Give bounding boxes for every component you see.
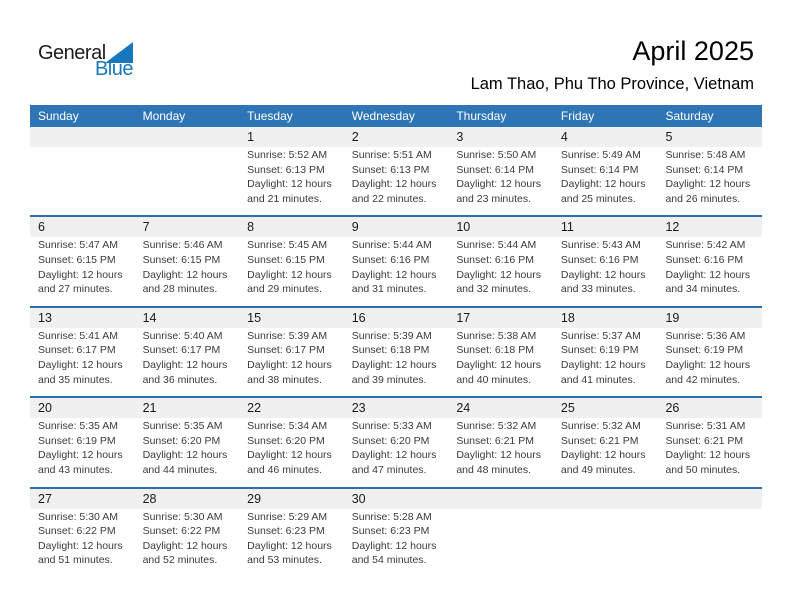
- daylight-text: Daylight: 12 hours and 47 minutes.: [351, 449, 437, 476]
- daylight-text: Daylight: 12 hours and 43 minutes.: [38, 449, 123, 476]
- day-number-6: 6: [38, 220, 45, 235]
- daylight-text: Daylight: 12 hours and 32 minutes.: [456, 268, 541, 296]
- sunrise-text: Sunrise: 5:44 AM: [456, 239, 537, 252]
- day-cell-19: [657, 328, 762, 396]
- sunrise-text: Sunrise: 5:52 AM: [247, 149, 328, 161]
- day-number-14: 14: [142, 310, 157, 325]
- day-cell-26: [657, 418, 762, 486]
- general-blue-logo: [38, 42, 134, 80]
- sunset-text: Sunset: 6:21 PM: [560, 434, 639, 447]
- day-cell-25: [553, 418, 658, 486]
- day-cell-17: [448, 328, 553, 396]
- day-cell-30: [344, 509, 449, 577]
- day-number-30: 30: [351, 491, 366, 506]
- day-number-8: 8: [247, 220, 255, 235]
- sunrise-text: Sunrise: 5:30 AM: [38, 510, 118, 523]
- daylight-text: Daylight: 12 hours and 42 minutes.: [665, 358, 751, 386]
- sunrise-text: Sunrise: 5:33 AM: [351, 420, 432, 433]
- day-cell-2: [344, 147, 449, 215]
- daylight-text: Daylight: 12 hours and 26 minutes.: [665, 178, 751, 205]
- sunset-text: Sunset: 6:15 PM: [247, 253, 325, 266]
- day-cell-4: [553, 147, 658, 215]
- sunrise-text: Sunrise: 5:41 AM: [38, 329, 118, 342]
- sunset-text: Sunset: 6:20 PM: [247, 434, 325, 447]
- daylight-text: Daylight: 12 hours and 22 minutes.: [351, 178, 437, 205]
- day-cell-10: [448, 237, 553, 305]
- day-cell-11: [553, 237, 658, 305]
- daylight-text: Daylight: 12 hours and 35 minutes.: [38, 358, 123, 386]
- day-number-16: 16: [351, 310, 366, 325]
- empty-day-cell: [553, 509, 658, 577]
- sunrise-text: Sunrise: 5:36 AM: [665, 329, 746, 342]
- weekday-header-tuesday: Tuesday: [247, 109, 293, 123]
- sunset-text: Sunset: 6:19 PM: [560, 344, 639, 357]
- daylight-text: Daylight: 12 hours and 46 minutes.: [247, 449, 332, 476]
- sunset-text: Sunset: 6:17 PM: [247, 344, 325, 357]
- day-number-2: 2: [351, 130, 359, 144]
- logo-text-general: General: [38, 42, 106, 64]
- sunset-text: Sunset: 6:21 PM: [456, 434, 534, 447]
- day-number-4: 4: [560, 130, 568, 144]
- day-number-26: 26: [665, 401, 680, 416]
- weekday-header-monday: Monday: [142, 109, 186, 123]
- day-details-row: [30, 237, 762, 305]
- weekday-header-thursday: Thursday: [456, 109, 507, 123]
- daylight-text: Daylight: 12 hours and 28 minutes.: [142, 268, 228, 296]
- empty-day-number: [553, 489, 658, 509]
- week-row-2: [30, 215, 762, 305]
- sunset-text: Sunset: 6:16 PM: [560, 253, 639, 266]
- daylight-text: Daylight: 12 hours and 33 minutes.: [560, 268, 646, 296]
- day-cell-12: [657, 237, 762, 305]
- sunrise-text: Sunrise: 5:49 AM: [560, 149, 641, 161]
- daylight-text: Daylight: 12 hours and 44 minutes.: [142, 449, 228, 476]
- sunset-text: Sunset: 6:21 PM: [665, 434, 744, 447]
- sunrise-text: Sunrise: 5:44 AM: [351, 239, 432, 252]
- day-number-19: 19: [665, 310, 680, 325]
- day-number-25: 25: [560, 401, 575, 416]
- day-number-12: 12: [665, 220, 680, 235]
- week-row-3: [30, 306, 762, 396]
- day-number-27: 27: [38, 491, 52, 506]
- day-number-1: 1: [247, 130, 255, 144]
- sunrise-text: Sunrise: 5:32 AM: [560, 420, 641, 433]
- empty-day-cell: [448, 509, 553, 577]
- sunset-text: Sunset: 6:18 PM: [456, 344, 534, 357]
- day-cell-24: [448, 418, 553, 486]
- day-number-20: 20: [38, 401, 52, 416]
- sunset-text: Sunset: 6:23 PM: [247, 525, 325, 538]
- sunset-text: Sunset: 6:17 PM: [142, 344, 221, 357]
- day-number-23: 23: [351, 401, 366, 416]
- daylight-text: Daylight: 12 hours and 40 minutes.: [456, 358, 541, 386]
- day-cell-27: [30, 509, 135, 577]
- sunrise-text: Sunrise: 5:38 AM: [456, 329, 537, 342]
- sunrise-text: Sunrise: 5:45 AM: [247, 239, 328, 252]
- sunset-text: Sunset: 6:19 PM: [665, 344, 744, 357]
- sunset-text: Sunset: 6:13 PM: [247, 163, 325, 176]
- sunset-text: Sunset: 6:14 PM: [665, 163, 744, 176]
- sunset-text: Sunset: 6:16 PM: [351, 253, 430, 266]
- sunset-text: Sunset: 6:14 PM: [560, 163, 639, 176]
- day-cell-18: [553, 328, 658, 396]
- day-cell-1: [239, 147, 344, 215]
- day-number-10: 10: [456, 220, 471, 235]
- sunset-text: Sunset: 6:14 PM: [456, 163, 534, 176]
- day-number-band: [30, 489, 762, 509]
- sunrise-text: Sunrise: 5:51 AM: [351, 149, 432, 161]
- sunset-text: Sunset: 6:16 PM: [456, 253, 534, 266]
- day-cell-16: [344, 328, 449, 396]
- day-number-9: 9: [351, 220, 359, 235]
- sunrise-text: Sunrise: 5:42 AM: [665, 239, 746, 252]
- daylight-text: Daylight: 12 hours and 27 minutes.: [38, 268, 123, 296]
- empty-day-number: [30, 127, 135, 147]
- daylight-text: Daylight: 12 hours and 29 minutes.: [247, 268, 332, 296]
- calendar-table: [30, 105, 762, 577]
- sunrise-text: Sunrise: 5:43 AM: [560, 239, 641, 252]
- sunrise-text: Sunrise: 5:28 AM: [351, 510, 432, 523]
- sunset-text: Sunset: 6:22 PM: [142, 525, 221, 538]
- day-number-29: 29: [247, 491, 262, 506]
- day-number-11: 11: [560, 220, 574, 235]
- daylight-text: Daylight: 12 hours and 36 minutes.: [142, 358, 228, 386]
- sunrise-text: Sunrise: 5:35 AM: [142, 420, 223, 433]
- sunset-text: Sunset: 6:19 PM: [38, 434, 116, 447]
- day-details-row: [30, 328, 762, 396]
- sunset-text: Sunset: 6:23 PM: [351, 525, 430, 538]
- empty-day-number: [657, 489, 762, 509]
- day-cell-22: [239, 418, 344, 486]
- day-cell-14: [135, 328, 240, 396]
- day-number-21: 21: [142, 401, 157, 416]
- daylight-text: Daylight: 12 hours and 23 minutes.: [456, 178, 541, 205]
- empty-day-number: [135, 127, 240, 147]
- sunrise-text: Sunrise: 5:30 AM: [142, 510, 223, 523]
- sunrise-text: Sunrise: 5:31 AM: [665, 420, 746, 433]
- daylight-text: Daylight: 12 hours and 51 minutes.: [38, 539, 123, 567]
- day-cell-13: [30, 328, 135, 396]
- empty-day-cell: [657, 509, 762, 577]
- day-number-band: [30, 308, 762, 328]
- day-number-5: 5: [665, 130, 673, 144]
- day-number-17: 17: [456, 310, 471, 325]
- day-number-24: 24: [456, 401, 471, 416]
- sunset-text: Sunset: 6:15 PM: [142, 253, 221, 266]
- week-row-4: [30, 396, 762, 486]
- sunrise-text: Sunrise: 5:50 AM: [456, 149, 537, 161]
- daylight-text: Daylight: 12 hours and 21 minutes.: [247, 178, 332, 205]
- weekday-header-friday: Friday: [560, 109, 595, 123]
- daylight-text: Daylight: 12 hours and 49 minutes.: [560, 449, 646, 476]
- day-cell-20: [30, 418, 135, 486]
- day-number-band: [30, 127, 762, 147]
- sunset-text: Sunset: 6:22 PM: [38, 525, 116, 538]
- daylight-text: Daylight: 12 hours and 41 minutes.: [560, 358, 646, 386]
- daylight-text: Daylight: 12 hours and 39 minutes.: [351, 358, 437, 386]
- sunrise-text: Sunrise: 5:39 AM: [351, 329, 432, 342]
- daylight-text: Daylight: 12 hours and 50 minutes.: [665, 449, 751, 476]
- sunset-text: Sunset: 6:17 PM: [38, 344, 116, 357]
- day-cell-23: [344, 418, 449, 486]
- day-number-band: [30, 217, 762, 237]
- daylight-text: Daylight: 12 hours and 54 minutes.: [351, 539, 437, 567]
- empty-day-number: [448, 489, 553, 509]
- day-number-28: 28: [142, 491, 157, 506]
- sunrise-text: Sunrise: 5:48 AM: [665, 149, 746, 161]
- day-number-15: 15: [247, 310, 262, 325]
- daylight-text: Daylight: 12 hours and 48 minutes.: [456, 449, 541, 476]
- day-cell-6: [30, 237, 135, 305]
- logo-text-blue: Blue: [94, 58, 133, 80]
- day-cell-3: [448, 147, 553, 215]
- day-cell-21: [135, 418, 240, 486]
- day-cell-5: [657, 147, 762, 215]
- calendar-grid: [30, 127, 762, 577]
- day-number-18: 18: [560, 310, 575, 325]
- sunrise-text: Sunrise: 5:46 AM: [142, 239, 223, 252]
- sunrise-text: Sunrise: 5:35 AM: [38, 420, 118, 433]
- day-details-row: [30, 418, 762, 486]
- page-title: April 2025: [632, 36, 754, 66]
- day-cell-7: [135, 237, 240, 305]
- day-number-22: 22: [247, 401, 262, 416]
- day-number-13: 13: [38, 310, 52, 325]
- sunrise-text: Sunrise: 5:37 AM: [560, 329, 641, 342]
- empty-day-cell: [30, 147, 135, 215]
- day-cell-9: [344, 237, 449, 305]
- day-cell-29: [239, 509, 344, 577]
- weekday-header-row: [30, 105, 762, 127]
- day-cell-15: [239, 328, 344, 396]
- week-row-1: [30, 127, 762, 215]
- sunrise-text: Sunrise: 5:39 AM: [247, 329, 328, 342]
- daylight-text: Daylight: 12 hours and 52 minutes.: [142, 539, 228, 567]
- weekday-header-saturday: Saturday: [665, 109, 714, 123]
- week-row-5: [30, 487, 762, 577]
- sunrise-text: Sunrise: 5:29 AM: [247, 510, 328, 523]
- sunrise-text: Sunrise: 5:32 AM: [456, 420, 537, 433]
- day-number-3: 3: [456, 130, 464, 144]
- empty-day-cell: [135, 147, 240, 215]
- day-number-band: [30, 398, 762, 418]
- weekday-header-sunday: Sunday: [38, 109, 79, 123]
- day-cell-28: [135, 509, 240, 577]
- sunset-text: Sunset: 6:18 PM: [351, 344, 430, 357]
- daylight-text: Daylight: 12 hours and 34 minutes.: [665, 268, 751, 296]
- day-cell-8: [239, 237, 344, 305]
- sunrise-text: Sunrise: 5:47 AM: [38, 239, 118, 252]
- sunset-text: Sunset: 6:13 PM: [351, 163, 430, 176]
- daylight-text: Daylight: 12 hours and 31 minutes.: [351, 268, 437, 296]
- sunset-text: Sunset: 6:20 PM: [142, 434, 221, 447]
- sunset-text: Sunset: 6:16 PM: [665, 253, 744, 266]
- day-number-7: 7: [142, 220, 150, 235]
- daylight-text: Daylight: 12 hours and 25 minutes.: [560, 178, 646, 205]
- sunset-text: Sunset: 6:15 PM: [38, 253, 116, 266]
- daylight-text: Daylight: 12 hours and 53 minutes.: [247, 539, 332, 567]
- sunset-text: Sunset: 6:20 PM: [351, 434, 430, 447]
- page-location-subtitle: Lam Thao, Phu Tho Province, Vietnam: [470, 75, 754, 93]
- day-details-row: [30, 509, 762, 577]
- daylight-text: Daylight: 12 hours and 38 minutes.: [247, 358, 332, 386]
- sunrise-text: Sunrise: 5:34 AM: [247, 420, 328, 433]
- sunrise-text: Sunrise: 5:40 AM: [142, 329, 223, 342]
- day-details-row: [30, 147, 762, 215]
- weekday-header-wednesday: Wednesday: [351, 109, 415, 123]
